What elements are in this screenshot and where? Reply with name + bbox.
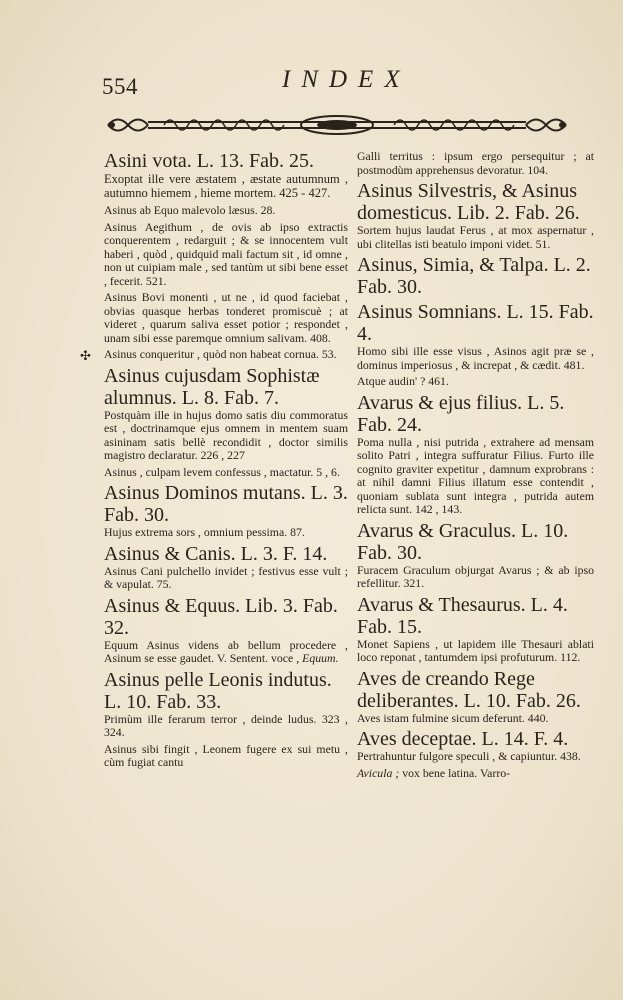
index-entry: [104, 221, 348, 289]
entry-text: Atque audin' ? 461.: [357, 374, 449, 388]
index-column-left: [80, 150, 348, 773]
index-entry: [104, 466, 348, 480]
index-column-right: [357, 150, 594, 783]
entry-text-roman: Equum Asinus videns ab bellum procedere , Asinum se esse gaudet. V. Sentent. voce ,: [104, 637, 348, 665]
entry-text: [357, 767, 594, 781]
index-entry: [104, 595, 348, 666]
entry-text: Exoptat ille vere æstatem , æstate autumnum , autumno hiemem , hieme mortem. 425 - 427.: [104, 172, 348, 200]
index-entry: [104, 543, 348, 592]
entry-text: Aves istam fulmine sicum deferunt. 440.: [357, 710, 549, 725]
entry-heading: Avarus & ejus filius. L. 5. Fab. 24.: [357, 391, 565, 436]
entry-text-roman: vox bene latina. Varro-: [399, 765, 511, 780]
entry-text: Galli territus : ipsum ergo persequitur ; at postmodùm apprehensus devoratur. 104.: [357, 149, 594, 177]
index-entry: [357, 594, 594, 665]
entry-text: [104, 639, 348, 666]
entry-text: Furacem Graculum objurgat Avarus ; & ab ipso refellitur. 321.: [357, 562, 594, 590]
entry-text-italic: Avicula ;: [357, 765, 400, 780]
index-entry: [357, 392, 594, 517]
entry-text: Asinus ab Equo malevolo læsus. 28.: [104, 203, 276, 217]
entry-text: Asinus Cani pulchello invidet ; festivus esse vult ; & vapulat. 75.: [104, 563, 348, 591]
index-entry: [357, 520, 594, 591]
entry-text: Asinus conqueritur , quòd non habeat cornua. 53.: [104, 347, 337, 361]
entry-text: Homo sibi ille esse visus , Asinos agit præ se , dominus imperiosus , & increpat , & cædit. 481.: [357, 344, 594, 372]
index-entry: [104, 365, 348, 463]
index-entry: [357, 375, 594, 389]
entry-heading: Asinus cujusdam Sophistæ alumnus. L. 8. Fab. 7.: [104, 364, 320, 409]
index-entry: [357, 668, 594, 726]
entry-heading: Avarus & Thesaurus. L. 4. Fab. 15.: [357, 593, 568, 638]
entry-text: Asinus sibi fingit , Leonem fugere ex sui metu , cùm fugiat cantu: [104, 741, 348, 769]
entry-heading: Asinus & Canis. L. 3. F. 14.: [104, 542, 328, 565]
index-entry: [357, 254, 594, 298]
entry-text: Pertrahuntur fulgore speculi , & capiuntur. 438.: [357, 749, 581, 763]
index-entry: [357, 301, 594, 372]
entry-text: Postquàm ille in hujus domo satis diu commoratus est , doctrinamque ejus omnem in mentem suam asininam satis bellè recondidit , doctor similis magistro declaratur. 226 , 227: [104, 407, 348, 462]
entry-heading: Aves deceptae. L. 14. F. 4.: [357, 728, 569, 750]
entry-text: Hujus extrema sors , omnium pessima. 87.: [104, 525, 305, 539]
entry-heading: Asinus Dominos mutans. L. 3. Fab. 30.: [104, 482, 348, 526]
index-entry: [104, 204, 348, 218]
entry-heading: Aves de creando Rege deliberantes. L. 10. Fab. 26.: [357, 667, 581, 712]
index-entry: [357, 150, 594, 177]
entry-text-italic: Equum.: [302, 651, 339, 665]
page-number: 554: [102, 74, 138, 99]
entry-text: Asinus , culpam levem confessus , mactatur. 5 , 6.: [104, 464, 340, 479]
index-entry: [104, 150, 348, 200]
entry-text: Monet Sapiens , ut lapidem ille Thesauri ablati loco reponat , tantumdem ipsi profuturum. 112.: [357, 636, 594, 664]
printer-mark-icon: ✣: [80, 348, 91, 363]
entry-heading: Asinus & Equus. Lib. 3. Fab. 32.: [104, 594, 338, 639]
entry-text: Asinus Aegithum , de ovis ab ipso extractis conquerentem , redarguit ; & se innocentem vult haberi , quòd , quidquid mali factum sit , id omne , non ut cuipiam male , sed tantùm ut sibi bene esset , fecerit. 521.: [104, 219, 348, 288]
entry-heading: Asini vota. L. 13. Fab. 25.: [104, 150, 314, 172]
page-title: INDEX: [282, 66, 411, 93]
index-entry: [104, 743, 348, 770]
index-entry: [104, 291, 348, 345]
index-entry: [104, 669, 348, 740]
ornament-divider-icon: [104, 110, 570, 140]
index-entry: [357, 767, 594, 781]
entry-heading: Asinus Somnians. L. 15. Fab. 4.: [357, 301, 594, 345]
index-entry: [104, 482, 348, 540]
entry-heading: Asinus pelle Leonis indutus. L. 10. Fab. 33.: [104, 668, 332, 713]
entry-heading: Asinus, Simia, & Talpa. L. 2. Fab. 30.: [357, 254, 591, 298]
index-entry: [357, 728, 594, 764]
entry-heading: Avarus & Graculus. L. 10. Fab. 30.: [357, 519, 569, 564]
entry-text: Primùm ille ferarum terror , deinde ludus. 323 , 324.: [104, 711, 348, 739]
entry-text: Poma nulla , nisi putrida , extrahere ad mensam solito Patri , integra suffuratur Filius. Furto ille cognito graviter expetitur , damnum exprobrans : at nihil damni Filius illatum esse contendit , quoniam sublata sunt integra , putrida autem relicta sunt. 142 , 143.: [357, 434, 594, 516]
index-entry: [80, 347, 348, 363]
entry-heading: Asinus Silvestris, & Asinus domesticus. Lib. 2. Fab. 26.: [357, 180, 580, 224]
entry-text: Sortem hujus laudat Ferus , at mox aspernatur , ubi clitellas isti beatulo imponi videt. 51.: [357, 223, 594, 251]
entry-text: Asinus Bovi monenti , ut ne , id quod faciebat , obvias quasque herbas tonderet promiscuè ; at videret , quarum saliva esset potior ; respondet , unam sibi esse paremque omnium salivam. 408.: [104, 290, 348, 345]
index-entry: [357, 180, 594, 251]
